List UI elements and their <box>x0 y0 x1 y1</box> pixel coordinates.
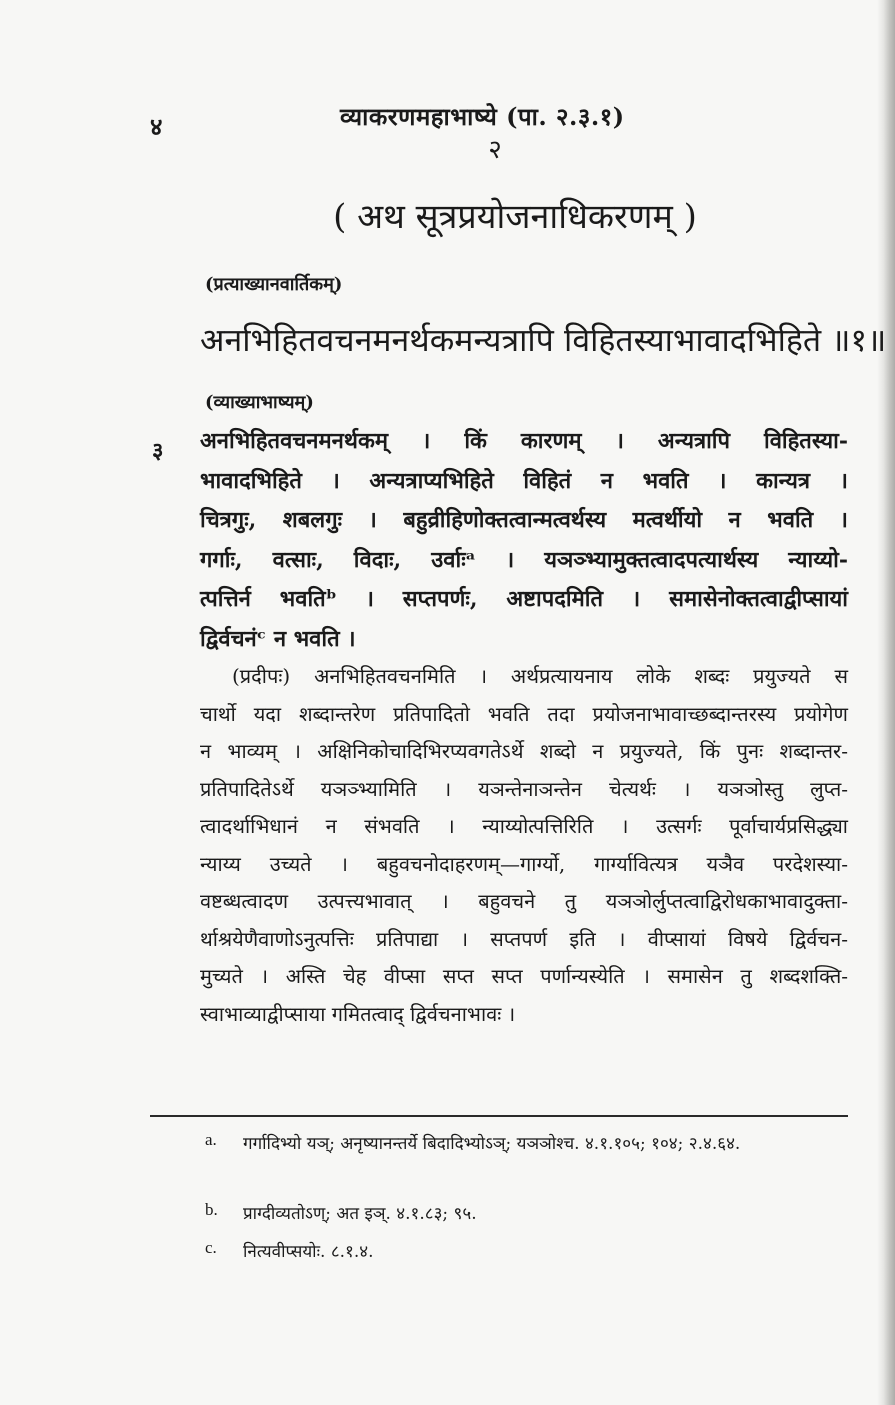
page-number: ४ <box>150 112 163 141</box>
pradipa-line: वष्टब्धत्वादण उत्पत्त्यभावात् । बहुवचने तु यञञोर्लुप्तत्वाद्विरोधकाभावादुक्ता- <box>200 889 848 913</box>
footnote-mark: c. <box>205 1238 217 1257</box>
section-title: ( अथ सूत्रप्रयोजनाधिकरणम् ) <box>333 197 697 237</box>
section-number: २ <box>488 135 502 165</box>
footnote-mark: a. <box>205 1130 217 1149</box>
vartika-label: (प्रत्याख्यानवार्तिकम्) <box>205 274 343 295</box>
pradipa-line: चार्थो यदा शब्दान्तरेण प्रतिपादितो भवति तदा प्रयोजनाभावाच्छब्दान्तरस्य प्रयोगेण <box>200 701 848 726</box>
pradipa-line: न्याय्य उच्यते । बहुवचनोदाहरणम्—गार्ग्यो, गार्ग्यावित्यत्र यञैव परदेशस्या- <box>200 851 848 876</box>
footnote-divider <box>150 1115 848 1117</box>
vartika-text: अनभिहितवचनमनर्थकमन्यत्रापि विहितस्याभावादभिहिते ॥१॥ <box>200 321 887 359</box>
pradipa-line: न भाव्यम् । अक्षिनिकोचादिभिरप्यवगतेऽर्थे शब्दो न प्रयुज्यते, किं पुनः शब्दान्तर- <box>200 739 848 763</box>
pradipa-line: र्थाश्रयेणैवाणोऽनुत्पत्तिः प्रतिपाद्या । सप्तपर्ण इति । वीप्सायां विषये द्विर्वचन- <box>200 926 848 951</box>
pradipa-line: त्वादर्थाभिधानं न संभवति । न्याय्योत्पत्तिरिति । उत्सर्गः पूर्वाचार्यप्रसिद्ध्या <box>200 814 848 838</box>
bhashya-line: भावादभिहिते । अन्यत्राप्यभिहिते विहितं न भवति । कान्यत्र । <box>200 467 848 494</box>
bhashya-line: द्विर्वचनंᶜ न भवति । <box>200 625 356 652</box>
pradipa-line: (प्रदीपः) अनभिहितवचनमिति । अर्थप्रत्यायनाय लोके शब्दः प्रयुज्यते स <box>232 664 848 688</box>
pradipa-block <box>200 658 848 1033</box>
paragraph-number: ३ <box>152 438 164 464</box>
footnote-text: नित्यवीप्सयोः. ८.१.४. <box>243 1242 374 1262</box>
bhashya-label: (व्याख्याभाष्यम्) <box>205 392 314 413</box>
footnote-text: गर्गादिभ्यो यञ्; अनृष्यानन्तर्ये बिदादिभ्योऽञ्; यञञोश्च. ४.१.१०५; १०४; २.४.६४. <box>243 1134 741 1154</box>
running-head: व्याकरणमहाभाष्ये (पा. २.३.१) <box>340 102 625 131</box>
footnote-text: प्राग्दीव्यतोऽण्; अत इञ्. ४.१.८३; ९५. <box>243 1204 477 1224</box>
bhashya-line: अनभिहितवचनमनर्थकम् । किं कारणम् । अन्यत्रापि विहितस्या- <box>200 428 848 454</box>
bhashya-line: त्पत्तिर्न भवतिᵇ । सप्तपर्णः, अष्टापदमिति । समासेनोक्तत्वाद्वीप्सायां <box>200 586 848 612</box>
footnote-mark: b. <box>205 1200 218 1219</box>
pradipa-line: मुच्यते । अस्ति चेह वीप्सा सप्त सप्त पर्णान्यस्येति । समासेन तु शब्दशक्ति- <box>200 964 848 988</box>
pradipa-line: प्रतिपादितेऽर्थे यञञ्भ्यामिति । यञन्तेनाञन्तेन चेत्यर्थः । यञञोस्तु लुप्त- <box>200 776 848 801</box>
bhashya-block <box>200 422 848 659</box>
pradipa-line: स्वाभाव्याद्वीप्साया गमितत्वाद् द्विर्वचनाभावः । <box>200 1001 516 1026</box>
bhashya-line: गर्गाः, वत्साः, विदाः, उर्वाःᵃ । यञञ्भ्यामुक्तत्वादपत्यार्थस्य न्याय्यो- <box>200 546 848 573</box>
bhashya-line: चित्रगुः, शबलगुः । बहुव्रीहिणोक्तत्वान्मत्वर्थस्य मत्वर्थीयो न भवति । <box>200 507 848 533</box>
